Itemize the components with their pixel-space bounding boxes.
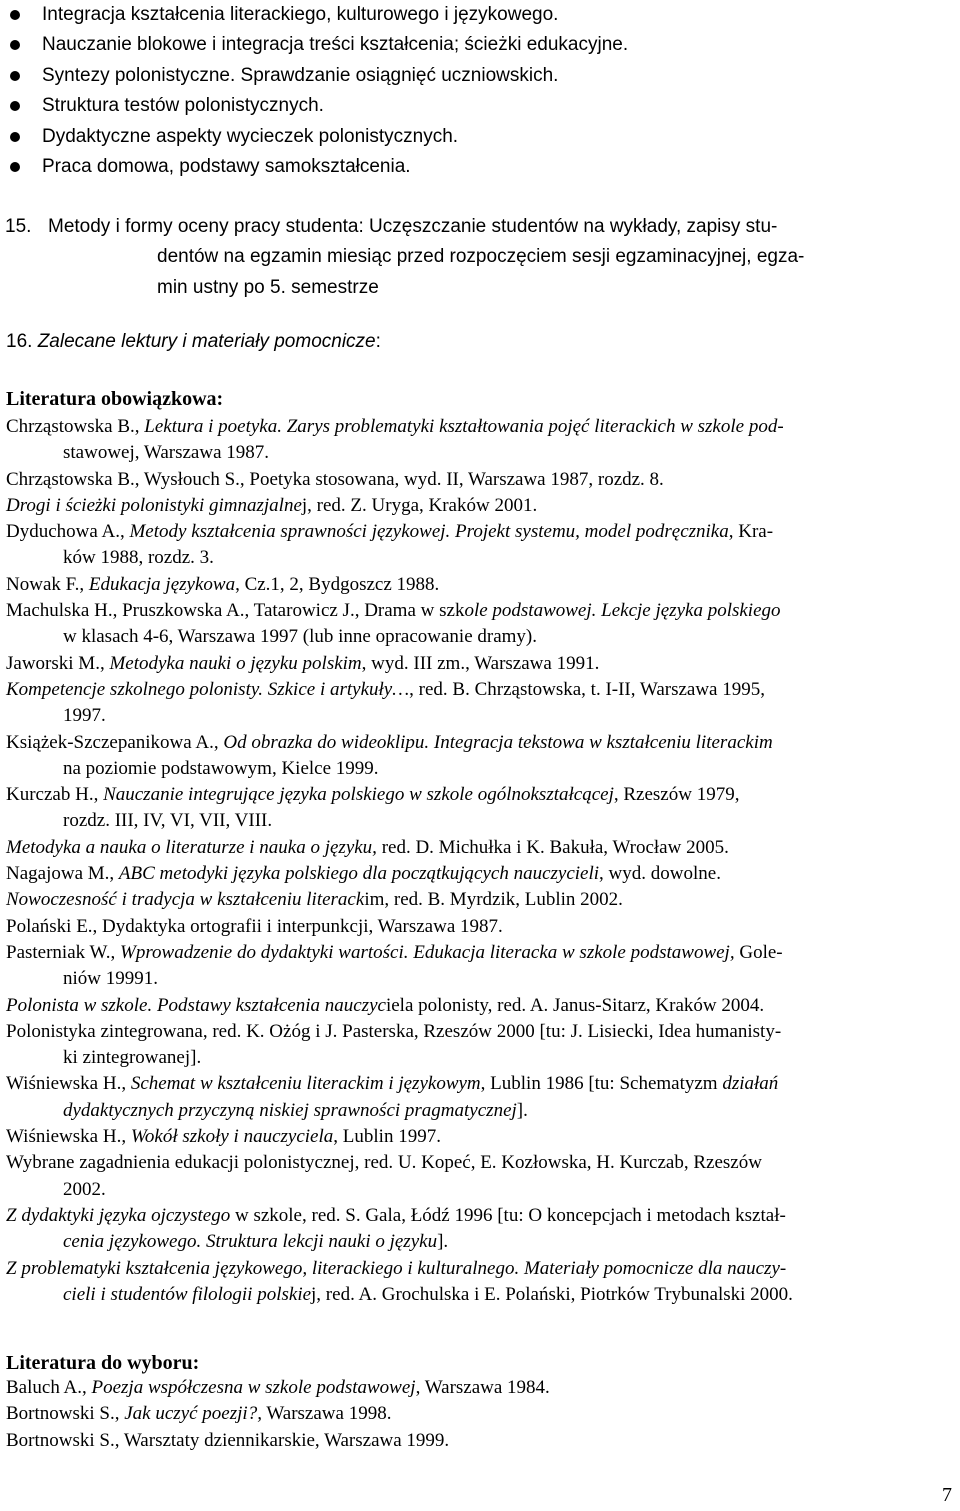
text-segment: Pasterniak W., — [6, 941, 120, 963]
text-segment: , Warszawa 1984. — [415, 1377, 550, 1398]
bibliography-line — [6, 940, 954, 966]
section-15-assessment — [0, 212, 952, 303]
bibliography-entry — [6, 730, 954, 783]
bibliography-entry — [6, 1071, 954, 1124]
text-segment: , Lublin 1997. — [333, 1126, 441, 1148]
bibliography-line — [6, 440, 954, 466]
italic-segment: cenia językowego. Struktura lekcji nauki o języku — [63, 1231, 438, 1253]
bibliography-line — [6, 1124, 954, 1150]
bibliography-entry — [6, 598, 954, 651]
bibliography-entry — [6, 914, 954, 940]
bibliography-line — [6, 1401, 954, 1427]
section-colon: : — [375, 331, 381, 352]
italic-segment: Metody kształcenia sprawności językowej. Projekt systemu, model podręcznika — [129, 521, 729, 543]
italic-segment: Jak uczyć poezji?, — [124, 1403, 262, 1425]
italic-segment: Lektura i poetyka. Zarys problematyki kształtowania pojęć literackich w szkole pod- — [144, 416, 784, 437]
italic-segment: Z problematyki kształcenia językowego, literackiego i kulturalnego. Materiały pomocnicze dla nauczy- — [6, 1257, 787, 1279]
bibliography-line — [6, 598, 954, 624]
bullet-list — [0, 0, 960, 182]
bibliography-line — [6, 1229, 954, 1255]
bibliography-line — [6, 1019, 954, 1045]
bibliography-line — [6, 519, 954, 545]
bibliography-line — [6, 756, 954, 782]
text-segment: rozdz. III, IV, VI, VII, VIII. — [63, 810, 273, 832]
text-segment: ]. — [516, 1099, 528, 1121]
text-segment: Książek-Szczepanikowa A., — [6, 731, 224, 753]
bibliography-line — [6, 835, 954, 861]
bibliography-line — [6, 572, 954, 598]
text-segment: Baluch A., — [6, 1377, 92, 1398]
required-literature-heading: Literatura obowiązkowa: — [6, 388, 224, 410]
text-segment: w klasach 4-6, Warszawa 1997 (lub inne opracowanie dramy). — [63, 626, 538, 648]
bibliography-line — [6, 624, 954, 650]
italic-segment: ABC metodyki języka polskiego dla początkujących nauczycieli — [118, 863, 600, 885]
bibliography-entry — [6, 467, 954, 493]
bullet-icon — [10, 10, 20, 20]
bibliography-entry — [6, 887, 954, 913]
italic-segment: Poezja współczesna w szkole podstawowej — [91, 1377, 416, 1398]
italic-segment: ole podstawowej. Lekcje języka polskiego — [464, 600, 781, 622]
italic-segment: Z dydaktyki języka ojczystego — [6, 1204, 231, 1226]
section-title: Zalecane lektury i materiały pomocnicze — [37, 331, 376, 352]
bibliography-entry — [6, 414, 954, 467]
text-segment: stawowej, Warszawa 1987. — [63, 442, 270, 464]
text-segment: ki zintegrowanej]. — [63, 1047, 202, 1069]
bibliography-entry — [6, 572, 954, 598]
text-segment: Bortnowski S., Warsztaty dziennikarskie, Warszawa 1999. — [6, 1429, 450, 1451]
italic-segment: Nauczanie integrujące języka polskiego w szkole ogólnokształcącej — [103, 784, 614, 806]
text-segment: Bortnowski S., — [6, 1403, 125, 1425]
bibliography-line — [6, 782, 954, 808]
page-number: 7 — [942, 1484, 952, 1506]
text-segment: Dyduchowa A., — [6, 521, 130, 543]
bullet-item: Praca domowa, podstawy samokształcenia. — [0, 152, 960, 182]
bibliography-line — [6, 493, 954, 519]
bullet-item: Syntezy polonistyczne. Sprawdzanie osiągnięć uczniowskich. — [0, 61, 960, 91]
italic-segment: Schemat w kształceniu literackim i językowym — [130, 1073, 481, 1095]
text-segment: Chrząstowska B. — [6, 416, 135, 437]
bullet-item: Struktura testów polonistycznych. — [0, 91, 960, 121]
section-text-line: Metody i formy oceny pracy studenta: Uczęszczanie studentów na wykłady, zapisy stu- — [48, 216, 778, 237]
bibliography-entry — [6, 1401, 954, 1427]
text-segment: Chrząstowska B., Wysłouch S., Poetyka stosowana, wyd. II, Warszawa 1987, rozdz. 8. — [6, 468, 664, 490]
optional-literature-list — [6, 1375, 954, 1454]
bibliography-entry — [6, 782, 954, 835]
bibliography-line — [6, 467, 954, 493]
bibliography-entry — [6, 1375, 954, 1401]
section-number: 16. — [6, 331, 33, 352]
bibliography-line — [6, 887, 954, 913]
text-segment: w szkole, red. S. Gala, Łódź 1996 [tu: O koncepcjach i metodach kształ- — [230, 1204, 786, 1226]
italic-segment: działań — [722, 1073, 779, 1095]
italic-segment: cieli i studentów filologii polskie — [63, 1283, 312, 1305]
bibliography-entry — [6, 1203, 954, 1256]
bibliography-entry — [6, 493, 954, 519]
section-text-line: dentów na egzamin miesiąc przed rozpoczęciem sesji egzaminacyjnej, egza- — [157, 246, 805, 268]
text-segment: Warszawa 1998. — [261, 1403, 392, 1425]
text-segment: , Cz.1, 2, Bydgoszcz 1988. — [235, 573, 440, 595]
bibliography-line — [6, 1282, 954, 1308]
bibliography-line — [6, 861, 954, 887]
text-segment: 2002. — [63, 1178, 106, 1200]
text-segment: Jaworski M., — [6, 652, 110, 674]
text-segment: Wybrane zagadnienia edukacji polonistycznej, red. U. Kopeć, E. Kozłowska, H. Kurczab, Rzeszów — [6, 1152, 762, 1174]
italic-segment: Kompetencje szkolnego polonisty. Szkice i artykuły… — [6, 678, 410, 700]
text-segment: im, red. B. Myrdzik, Lublin 2002. — [364, 889, 623, 911]
bibliography-entry — [6, 1428, 954, 1454]
text-segment: , wyd. dowolne. — [599, 863, 721, 885]
text-segment: j, red. A. Grochulska i E. Polański, Piotrków Trybunalski 2000. — [311, 1283, 793, 1305]
bibliography-entry — [6, 1019, 954, 1072]
text-segment: Polański E., Dydaktyka ortografii i interpunkcji, Warszawa 1987. — [6, 915, 503, 937]
bullet-icon — [10, 40, 20, 50]
text-segment: , Kra- — [728, 521, 774, 543]
bibliography-line — [6, 966, 954, 992]
section-text-line: min ustny po 5. semestrze — [157, 276, 379, 298]
section-number: 15. — [5, 216, 32, 237]
text-segment: Wiśniewska H., — [6, 1073, 131, 1095]
text-segment: ków 1988, rozdz. 3. — [63, 547, 214, 569]
bullet-item: Integracja kształcenia literackiego, kulturowego i językowego. — [0, 0, 960, 30]
text-segment: , red. B. Chrząstowska, t. I-II, Warszawa 1995, — [409, 678, 765, 700]
bibliography-line — [6, 1375, 954, 1401]
bibliography-line — [6, 730, 954, 756]
bibliography-line — [6, 703, 954, 729]
bibliography-line — [6, 1428, 954, 1454]
bibliography-line — [6, 545, 954, 571]
italic-segment: Nowoczesność i tradycja w kształceniu literack — [6, 889, 365, 911]
bullet-icon — [10, 71, 20, 81]
bullet-item: Dydaktyczne aspekty wycieczek polonistycznych. — [0, 122, 960, 152]
bibliography-line — [6, 651, 954, 677]
bibliography-line — [6, 1098, 954, 1124]
bibliography-entry — [6, 1256, 954, 1309]
text-segment: , wyd. III zm., Warszawa 1991. — [361, 652, 600, 674]
text-segment: niów 19991. — [63, 968, 158, 990]
bibliography-line — [6, 993, 954, 1019]
text-segment: Gole- — [734, 941, 783, 963]
text-segment: Nowak F., — [6, 573, 89, 595]
italic-segment: Drogi i ścieżki polonistyki gimnazjalne — [6, 494, 302, 516]
bibliography-line — [6, 1045, 954, 1071]
text-segment: red. D. Michułka i K. Bakuła, Wrocław 2005. — [376, 836, 729, 858]
text-segment: 1997. — [63, 705, 106, 727]
text-segment: Wiśniewska H., — [6, 1126, 131, 1148]
italic-segment: Wprowadzenie do dydaktyki wartości. Edukacja literacka w szkole podstawowej, — [120, 941, 735, 963]
italic-segment: Edukacja językowa — [88, 573, 236, 595]
bibliography-entry — [6, 835, 954, 861]
bibliography-entry — [6, 1124, 954, 1150]
text-segment: iela polonisty, red. A. Janus-Sitarz, Kraków 2004. — [385, 994, 765, 1016]
bibliography-entry — [6, 651, 954, 677]
text-segment: j, red. Z. Uryga, Kraków 2001. — [301, 494, 538, 516]
text-segment: Kurczab H., — [6, 784, 104, 806]
bibliography-line — [6, 914, 954, 940]
bibliography-line — [6, 808, 954, 834]
bibliography-line — [6, 1256, 954, 1282]
text-segment: Polonistyka zintegrowana, red. K. Ożóg i J. Pasterska, Rzeszów 2000 [tu: J. Lisiecki, Idea humanisty- — [6, 1020, 782, 1042]
optional-literature-heading: Literatura do wyboru: — [6, 1352, 200, 1374]
bullet-icon — [10, 162, 20, 172]
italic-segment: dydaktycznych przyczyną niskiej sprawności pragmatycznej — [63, 1099, 517, 1121]
bullet-icon — [10, 101, 20, 111]
required-literature-list — [6, 414, 954, 1308]
bibliography-entry — [6, 1150, 954, 1203]
italic-segment: Metodyka nauki o języku polskim — [109, 652, 362, 674]
bibliography-entry — [6, 940, 954, 993]
bibliography-entry — [6, 861, 954, 887]
italic-segment: Od obrazka do wideoklipu. Integracja tekstowa w kształceniu literackim — [223, 731, 773, 753]
bibliography-line — [6, 1177, 954, 1203]
section-16-heading — [6, 327, 381, 357]
bibliography-line — [6, 1071, 954, 1097]
bibliography-line — [6, 1203, 954, 1229]
text-segment: , Rzeszów 1979, — [613, 784, 740, 806]
italic-segment: Polonista w szkole. Podstawy kształcenia nauczyc — [6, 994, 386, 1016]
text-segment: Machulska H., Pruszkowska A., Tatarowicz J., Drama w szk — [6, 600, 465, 622]
italic-segment: Metodyka a nauka o literaturze i nauka o języku, — [6, 836, 377, 858]
text-segment: na poziomie podstawowym, Kielce 1999. — [63, 757, 379, 779]
bullet-icon — [10, 132, 20, 142]
text-segment: , Lublin 1986 [tu: Schematyzm — [480, 1073, 723, 1095]
bibliography-line — [6, 414, 954, 440]
bullet-item: Nauczanie blokowe i integracja treści kształcenia; ścieżki edukacyjne. — [0, 30, 960, 60]
bibliography-entry — [6, 677, 954, 730]
bibliography-line — [6, 1150, 954, 1176]
bibliography-entry — [6, 993, 954, 1019]
italic-segment: Wokół szkoły i nauczyciela — [130, 1126, 334, 1148]
text-segment: , — [134, 416, 145, 437]
bibliography-line — [6, 677, 954, 703]
bibliography-entry — [6, 519, 954, 572]
text-segment: ]. — [437, 1231, 449, 1253]
text-segment: Nagajowa M., — [6, 863, 119, 885]
